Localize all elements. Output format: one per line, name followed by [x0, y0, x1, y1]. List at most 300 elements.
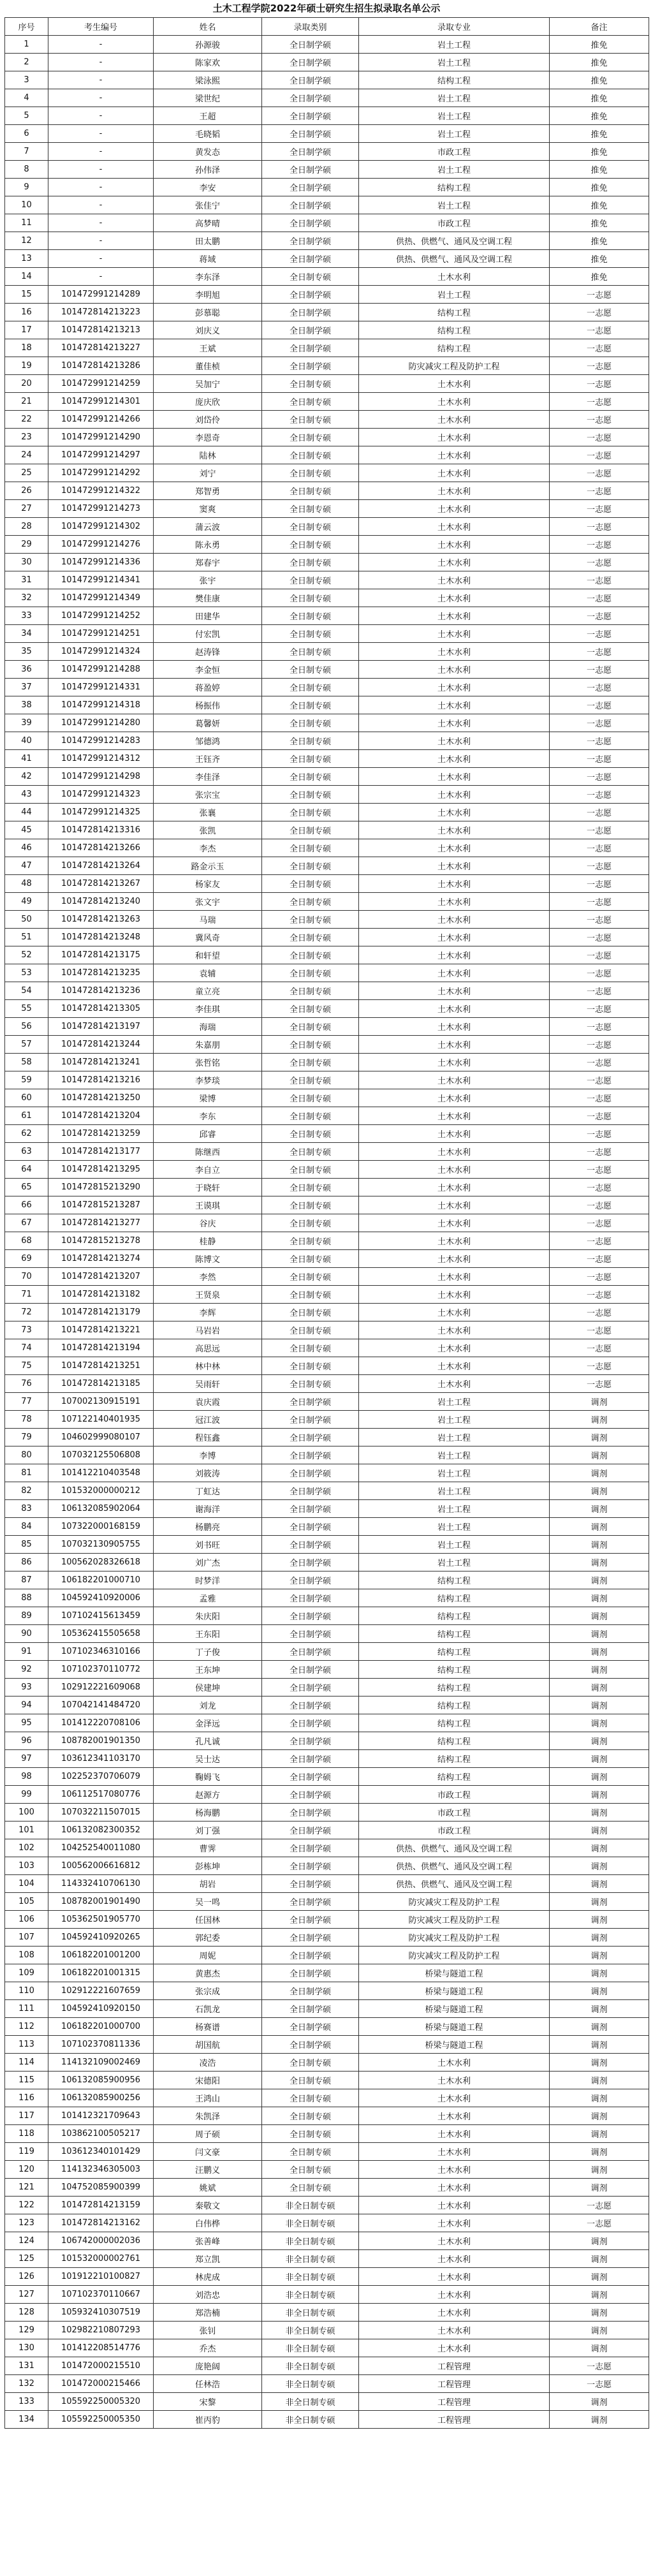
cell-candidate-id: 107032211507015	[48, 1804, 154, 1822]
header-row	[5, 18, 649, 36]
cell-category: 全日制学硕	[262, 1964, 359, 1982]
cell-seq: 39	[5, 714, 48, 732]
cell-seq: 46	[5, 839, 48, 857]
cell-name: 刘广杰	[154, 1554, 262, 1571]
table-row	[5, 393, 649, 411]
table-row	[5, 1679, 649, 1696]
cell-note: 调剂	[550, 1589, 649, 1607]
cell-candidate-id: -	[48, 161, 154, 179]
table-row	[5, 482, 649, 500]
cell-name: 袁庆霞	[154, 1393, 262, 1411]
cell-name: 王东阳	[154, 1625, 262, 1643]
cell-major: 土木水利	[359, 2232, 550, 2250]
cell-note: 调剂	[550, 1607, 649, 1625]
cell-candidate-id: 101472991214289	[48, 286, 154, 304]
cell-note: 调剂	[550, 2161, 649, 2179]
table-row	[5, 1857, 649, 1875]
cell-note: 推免	[550, 89, 649, 107]
cell-note: 一志愿	[550, 714, 649, 732]
table-row	[5, 964, 649, 982]
table-row	[5, 1768, 649, 1786]
cell-category: 全日制专硕	[262, 393, 359, 411]
table-row	[5, 1393, 649, 1411]
cell-category: 非全日制专硕	[262, 2393, 359, 2411]
cell-major: 结构工程	[359, 1679, 550, 1696]
cell-name: 冠江波	[154, 1411, 262, 1429]
cell-candidate-id: 114132109002469	[48, 2054, 154, 2072]
cell-category: 全日制学硕	[262, 1786, 359, 1804]
table-row	[5, 589, 649, 607]
cell-seq: 89	[5, 1607, 48, 1625]
table-row	[5, 2179, 649, 2197]
cell-category: 全日制学硕	[262, 1714, 359, 1732]
cell-category: 全日制专硕	[262, 679, 359, 696]
cell-seq: 72	[5, 1304, 48, 1321]
cell-category: 全日制专硕	[262, 2089, 359, 2107]
cell-note: 一志愿	[550, 375, 649, 393]
cell-name: 刘书旺	[154, 1536, 262, 1554]
cell-name: 桂静	[154, 1232, 262, 1250]
table-row	[5, 1643, 649, 1661]
cell-name: 杨赛谱	[154, 2018, 262, 2036]
table-row	[5, 2250, 649, 2268]
cell-category: 全日制学硕	[262, 54, 359, 71]
cell-category: 全日制专硕	[262, 875, 359, 893]
table-row	[5, 1143, 649, 1161]
cell-name: 凌浩	[154, 2054, 262, 2072]
cell-seq: 65	[5, 1179, 48, 1196]
cell-category: 全日制专硕	[262, 1339, 359, 1357]
cell-category: 全日制学硕	[262, 36, 359, 54]
cell-name: 张哲铭	[154, 1054, 262, 1071]
cell-category: 全日制专硕	[262, 1143, 359, 1161]
cell-note: 调剂	[550, 2393, 649, 2411]
cell-candidate-id: 114132346305003	[48, 2161, 154, 2179]
cell-note: 一志愿	[550, 643, 649, 661]
cell-note: 调剂	[550, 2286, 649, 2304]
cell-note: 调剂	[550, 1446, 649, 1464]
cell-candidate-id: 106182201000700	[48, 2018, 154, 2036]
cell-seq: 25	[5, 464, 48, 482]
table-row	[5, 1875, 649, 1893]
table-row	[5, 2036, 649, 2054]
cell-major: 供热、供燃气、通风及空调工程	[359, 1839, 550, 1857]
table-row	[5, 286, 649, 304]
cell-note: 一志愿	[550, 1071, 649, 1089]
table-row	[5, 536, 649, 554]
cell-name: 彭慕聪	[154, 304, 262, 321]
cell-category: 全日制学硕	[262, 1607, 359, 1625]
cell-major: 土木水利	[359, 518, 550, 536]
cell-major: 土木水利	[359, 964, 550, 982]
table-row	[5, 2393, 649, 2411]
cell-major: 土木水利	[359, 1250, 550, 1268]
cell-candidate-id: 104592410920150	[48, 2000, 154, 2018]
cell-category: 全日制学硕	[262, 1446, 359, 1464]
cell-major: 土木水利	[359, 2089, 550, 2107]
table-row	[5, 321, 649, 339]
cell-seq: 33	[5, 607, 48, 625]
cell-note: 调剂	[550, 1625, 649, 1643]
cell-major: 土木水利	[359, 1018, 550, 1036]
cell-note: 一志愿	[550, 875, 649, 893]
cell-seq: 28	[5, 518, 48, 536]
table-row	[5, 2089, 649, 2107]
cell-name: 王鸿山	[154, 2089, 262, 2107]
cell-major: 土木水利	[359, 2125, 550, 2143]
cell-seq: 95	[5, 1714, 48, 1732]
cell-category: 全日制学硕	[262, 1536, 359, 1554]
cell-seq: 67	[5, 1214, 48, 1232]
cell-note: 调剂	[550, 1429, 649, 1446]
cell-category: 全日制学硕	[262, 1822, 359, 1839]
cell-note: 一志愿	[550, 893, 649, 911]
document-title: 土木工程学院2022年硕士研究生招生拟录取名单公示	[212, 3, 441, 14]
cell-category: 全日制专硕	[262, 643, 359, 661]
cell-name: 孙源骏	[154, 36, 262, 54]
cell-category: 全日制学硕	[262, 232, 359, 250]
cell-category: 非全日制专硕	[262, 2304, 359, 2322]
cell-seq: 20	[5, 375, 48, 393]
cell-major: 土木水利	[359, 589, 550, 607]
cell-name: 袁辅	[154, 964, 262, 982]
cell-candidate-id: 101472814213236	[48, 982, 154, 1000]
table-row	[5, 464, 649, 482]
cell-major: 结构工程	[359, 321, 550, 339]
cell-note: 调剂	[550, 2339, 649, 2357]
cell-candidate-id: 102912221609068	[48, 1679, 154, 1696]
cell-name: 李辉	[154, 1304, 262, 1321]
cell-major: 岩土工程	[359, 161, 550, 179]
table-row	[5, 1000, 649, 1018]
cell-name: 郭纪委	[154, 1929, 262, 1947]
table-row	[5, 429, 649, 446]
cell-note: 调剂	[550, 2125, 649, 2143]
cell-note: 调剂	[550, 2411, 649, 2429]
cell-category: 全日制学硕	[262, 1911, 359, 1929]
cell-note: 调剂	[550, 1982, 649, 2000]
cell-name: 郑浩楠	[154, 2304, 262, 2322]
cell-seq: 96	[5, 1732, 48, 1750]
cell-category: 非全日制专硕	[262, 2375, 359, 2393]
table-row	[5, 786, 649, 804]
cell-category: 全日制学硕	[262, 179, 359, 196]
cell-seq: 42	[5, 768, 48, 786]
cell-major: 土木水利	[359, 857, 550, 875]
cell-category: 全日制学硕	[262, 1696, 359, 1714]
cell-major: 岩土工程	[359, 1393, 550, 1411]
cell-candidate-id: 107032130905755	[48, 1536, 154, 1554]
table-row	[5, 1947, 649, 1964]
cell-name: 崔丙豹	[154, 2411, 262, 2429]
cell-category: 全日制学硕	[262, 1947, 359, 1964]
cell-note: 一志愿	[550, 2214, 649, 2232]
cell-note: 调剂	[550, 2018, 649, 2036]
cell-name: 刘浩忠	[154, 2286, 262, 2304]
cell-major: 岩土工程	[359, 1411, 550, 1429]
cell-candidate-id: 101472991214280	[48, 714, 154, 732]
cell-major: 土木水利	[359, 1036, 550, 1054]
cell-seq: 91	[5, 1643, 48, 1661]
cell-candidate-id: 101472991214297	[48, 446, 154, 464]
cell-seq: 22	[5, 411, 48, 429]
cell-seq: 82	[5, 1482, 48, 1500]
table-row	[5, 1750, 649, 1768]
cell-major: 土木水利	[359, 732, 550, 750]
cell-note: 推免	[550, 125, 649, 143]
cell-category: 全日制专硕	[262, 857, 359, 875]
cell-note: 调剂	[550, 2036, 649, 2054]
cell-major: 防灾减灾工程及防护工程	[359, 1893, 550, 1911]
cell-candidate-id: 107042141484720	[48, 1696, 154, 1714]
cell-note: 一志愿	[550, 429, 649, 446]
cell-note: 调剂	[550, 1464, 649, 1482]
cell-major: 土木水利	[359, 643, 550, 661]
cell-note: 一志愿	[550, 607, 649, 625]
cell-major: 土木水利	[359, 804, 550, 821]
cell-category: 全日制专硕	[262, 839, 359, 857]
cell-note: 一志愿	[550, 804, 649, 821]
cell-seq: 53	[5, 964, 48, 982]
cell-major: 桥梁与隧道工程	[359, 1982, 550, 2000]
cell-note: 调剂	[550, 1768, 649, 1786]
cell-candidate-id: -	[48, 71, 154, 89]
table-row	[5, 607, 649, 625]
table-row	[5, 857, 649, 875]
cell-candidate-id: 101472814213267	[48, 875, 154, 893]
cell-seq: 97	[5, 1750, 48, 1768]
cell-name: 林中林	[154, 1357, 262, 1375]
cell-major: 土木水利	[359, 946, 550, 964]
cell-candidate-id: 101472814213248	[48, 929, 154, 946]
cell-candidate-id: 101472814213216	[48, 1071, 154, 1089]
table-row	[5, 2072, 649, 2089]
cell-note: 一志愿	[550, 786, 649, 804]
cell-note: 调剂	[550, 1875, 649, 1893]
cell-candidate-id: 101472814213244	[48, 1036, 154, 1054]
cell-category: 全日制学硕	[262, 1982, 359, 2000]
cell-name: 毛晓韬	[154, 125, 262, 143]
cell-major: 土木水利	[359, 625, 550, 643]
cell-major: 土木水利	[359, 929, 550, 946]
cell-candidate-id: 101472814213175	[48, 946, 154, 964]
cell-major: 结构工程	[359, 1625, 550, 1643]
cell-note: 一志愿	[550, 2357, 649, 2375]
cell-major: 土木水利	[359, 1089, 550, 1107]
cell-name: 任林浩	[154, 2375, 262, 2393]
cell-major: 土木水利	[359, 1304, 550, 1321]
cell-name: 陈继西	[154, 1143, 262, 1161]
cell-note: 调剂	[550, 1822, 649, 1839]
cell-candidate-id: 101472991214322	[48, 482, 154, 500]
cell-candidate-id: -	[48, 143, 154, 161]
table-row	[5, 2161, 649, 2179]
table-row	[5, 625, 649, 643]
cell-major: 土木水利	[359, 1321, 550, 1339]
cell-note: 一志愿	[550, 1107, 649, 1125]
cell-note: 调剂	[550, 1947, 649, 1964]
table-row	[5, 2268, 649, 2286]
cell-seq: 112	[5, 2018, 48, 2036]
cell-major: 土木水利	[359, 411, 550, 429]
cell-name: 陈博文	[154, 1250, 262, 1268]
cell-seq: 47	[5, 857, 48, 875]
cell-candidate-id: 101472991214276	[48, 536, 154, 554]
cell-name: 白伟桦	[154, 2214, 262, 2232]
cell-major: 土木水利	[359, 2268, 550, 2286]
cell-name: 李东	[154, 1107, 262, 1125]
cell-seq: 90	[5, 1625, 48, 1643]
cell-name: 周妮	[154, 1947, 262, 1964]
cell-name: 时梦洋	[154, 1571, 262, 1589]
cell-note: 一志愿	[550, 554, 649, 571]
table-row	[5, 2143, 649, 2161]
cell-category: 全日制专硕	[262, 714, 359, 732]
cell-note: 一志愿	[550, 1250, 649, 1268]
cell-major: 岩土工程	[359, 1518, 550, 1536]
cell-major: 岩土工程	[359, 196, 550, 214]
cell-note: 推免	[550, 107, 649, 125]
cell-seq: 61	[5, 1107, 48, 1125]
cell-major: 供热、供燃气、通风及空调工程	[359, 1875, 550, 1893]
cell-major: 土木水利	[359, 696, 550, 714]
cell-name: 窦爽	[154, 500, 262, 518]
cell-category: 全日制学硕	[262, 1464, 359, 1482]
cell-category: 全日制学硕	[262, 1625, 359, 1643]
admission-list-document	[4, 0, 649, 2429]
cell-seq: 29	[5, 536, 48, 554]
cell-major: 防灾减灾工程及防护工程	[359, 1911, 550, 1929]
cell-note: 一志愿	[550, 625, 649, 643]
table-row	[5, 768, 649, 786]
cell-seq: 69	[5, 1250, 48, 1268]
cell-note: 调剂	[550, 1714, 649, 1732]
cell-candidate-id: 106132082300352	[48, 1822, 154, 1839]
cell-candidate-id: 108782001901490	[48, 1893, 154, 1911]
cell-seq: 85	[5, 1536, 48, 1554]
cell-major: 结构工程	[359, 179, 550, 196]
table-row	[5, 89, 649, 107]
cell-category: 全日制学硕	[262, 1857, 359, 1875]
cell-major: 土木水利	[359, 2214, 550, 2232]
cell-major: 土木水利	[359, 2197, 550, 2214]
cell-candidate-id: 101472991214273	[48, 500, 154, 518]
cell-major: 结构工程	[359, 1750, 550, 1768]
cell-note: 一志愿	[550, 446, 649, 464]
cell-category: 全日制学硕	[262, 1589, 359, 1607]
table-row	[5, 1321, 649, 1339]
cell-candidate-id: 101472991214283	[48, 732, 154, 750]
cell-candidate-id: 101472991214349	[48, 589, 154, 607]
table-row	[5, 2232, 649, 2250]
cell-seq: 6	[5, 125, 48, 143]
cell-category: 全日制专硕	[262, 768, 359, 786]
cell-note: 一志愿	[550, 518, 649, 536]
table-row	[5, 2054, 649, 2072]
cell-major: 土木水利	[359, 268, 550, 286]
cell-seq: 35	[5, 643, 48, 661]
cell-seq: 86	[5, 1554, 48, 1571]
cell-name: 张宗成	[154, 1982, 262, 2000]
cell-category: 全日制专硕	[262, 1196, 359, 1214]
table-row	[5, 696, 649, 714]
cell-candidate-id: 101472815213287	[48, 1196, 154, 1214]
cell-candidate-id: 101472991214336	[48, 554, 154, 571]
cell-note: 一志愿	[550, 1304, 649, 1321]
cell-seq: 43	[5, 786, 48, 804]
cell-category: 全日制学硕	[262, 357, 359, 375]
cell-name: 谢海洋	[154, 1500, 262, 1518]
cell-candidate-id: 101472991214252	[48, 607, 154, 625]
cell-name: 王超	[154, 107, 262, 125]
cell-category: 全日制专硕	[262, 375, 359, 393]
cell-seq: 12	[5, 232, 48, 250]
cell-seq: 107	[5, 1929, 48, 1947]
cell-major: 土木水利	[359, 2161, 550, 2179]
cell-major: 桥梁与隧道工程	[359, 1964, 550, 1982]
cell-candidate-id: 104752085900399	[48, 2179, 154, 2197]
cell-candidate-id: 105362501905770	[48, 1911, 154, 1929]
cell-seq: 129	[5, 2322, 48, 2339]
cell-name: 张宗宝	[154, 786, 262, 804]
cell-name: 刘岱伶	[154, 411, 262, 429]
cell-name: 程钰鑫	[154, 1429, 262, 1446]
cell-seq: 57	[5, 1036, 48, 1054]
cell-name: 李杰	[154, 839, 262, 857]
cell-category: 全日制专硕	[262, 1179, 359, 1196]
cell-candidate-id: -	[48, 232, 154, 250]
cell-candidate-id: -	[48, 107, 154, 125]
cell-candidate-id: 101472814213251	[48, 1357, 154, 1375]
table-row	[5, 1375, 649, 1393]
cell-major: 桥梁与隧道工程	[359, 2018, 550, 2036]
cell-major: 结构工程	[359, 1661, 550, 1679]
cell-major: 土木水利	[359, 607, 550, 625]
cell-category: 全日制专硕	[262, 268, 359, 286]
cell-note: 一志愿	[550, 1054, 649, 1071]
cell-category: 全日制专硕	[262, 2125, 359, 2143]
cell-note: 一志愿	[550, 1161, 649, 1179]
table-row	[5, 2339, 649, 2357]
cell-candidate-id: 104252540011080	[48, 1839, 154, 1857]
header-name: 姓名	[154, 18, 262, 36]
cell-seq: 106	[5, 1911, 48, 1929]
cell-major: 岩土工程	[359, 125, 550, 143]
cell-note: 一志愿	[550, 857, 649, 875]
cell-seq: 133	[5, 2393, 48, 2411]
cell-category: 全日制专硕	[262, 804, 359, 821]
cell-name: 刘丁强	[154, 1822, 262, 1839]
cell-candidate-id: 106742000002036	[48, 2232, 154, 2250]
cell-candidate-id: 101472814213223	[48, 304, 154, 321]
cell-name: 蒋盈婷	[154, 679, 262, 696]
cell-category: 全日制专硕	[262, 1214, 359, 1232]
cell-candidate-id: 101472814213207	[48, 1268, 154, 1286]
cell-seq: 93	[5, 1679, 48, 1696]
cell-candidate-id: 107102370811336	[48, 2036, 154, 2054]
cell-name: 李安	[154, 179, 262, 196]
cell-major: 岩土工程	[359, 36, 550, 54]
table-row	[5, 1036, 649, 1054]
table-row	[5, 1429, 649, 1446]
cell-seq: 51	[5, 929, 48, 946]
cell-note: 一志愿	[550, 339, 649, 357]
cell-note: 调剂	[550, 1411, 649, 1429]
cell-major: 土木水利	[359, 2250, 550, 2268]
table-row	[5, 1571, 649, 1589]
cell-candidate-id: 101472814213159	[48, 2197, 154, 2214]
cell-candidate-id: 103612341103170	[48, 1750, 154, 1768]
